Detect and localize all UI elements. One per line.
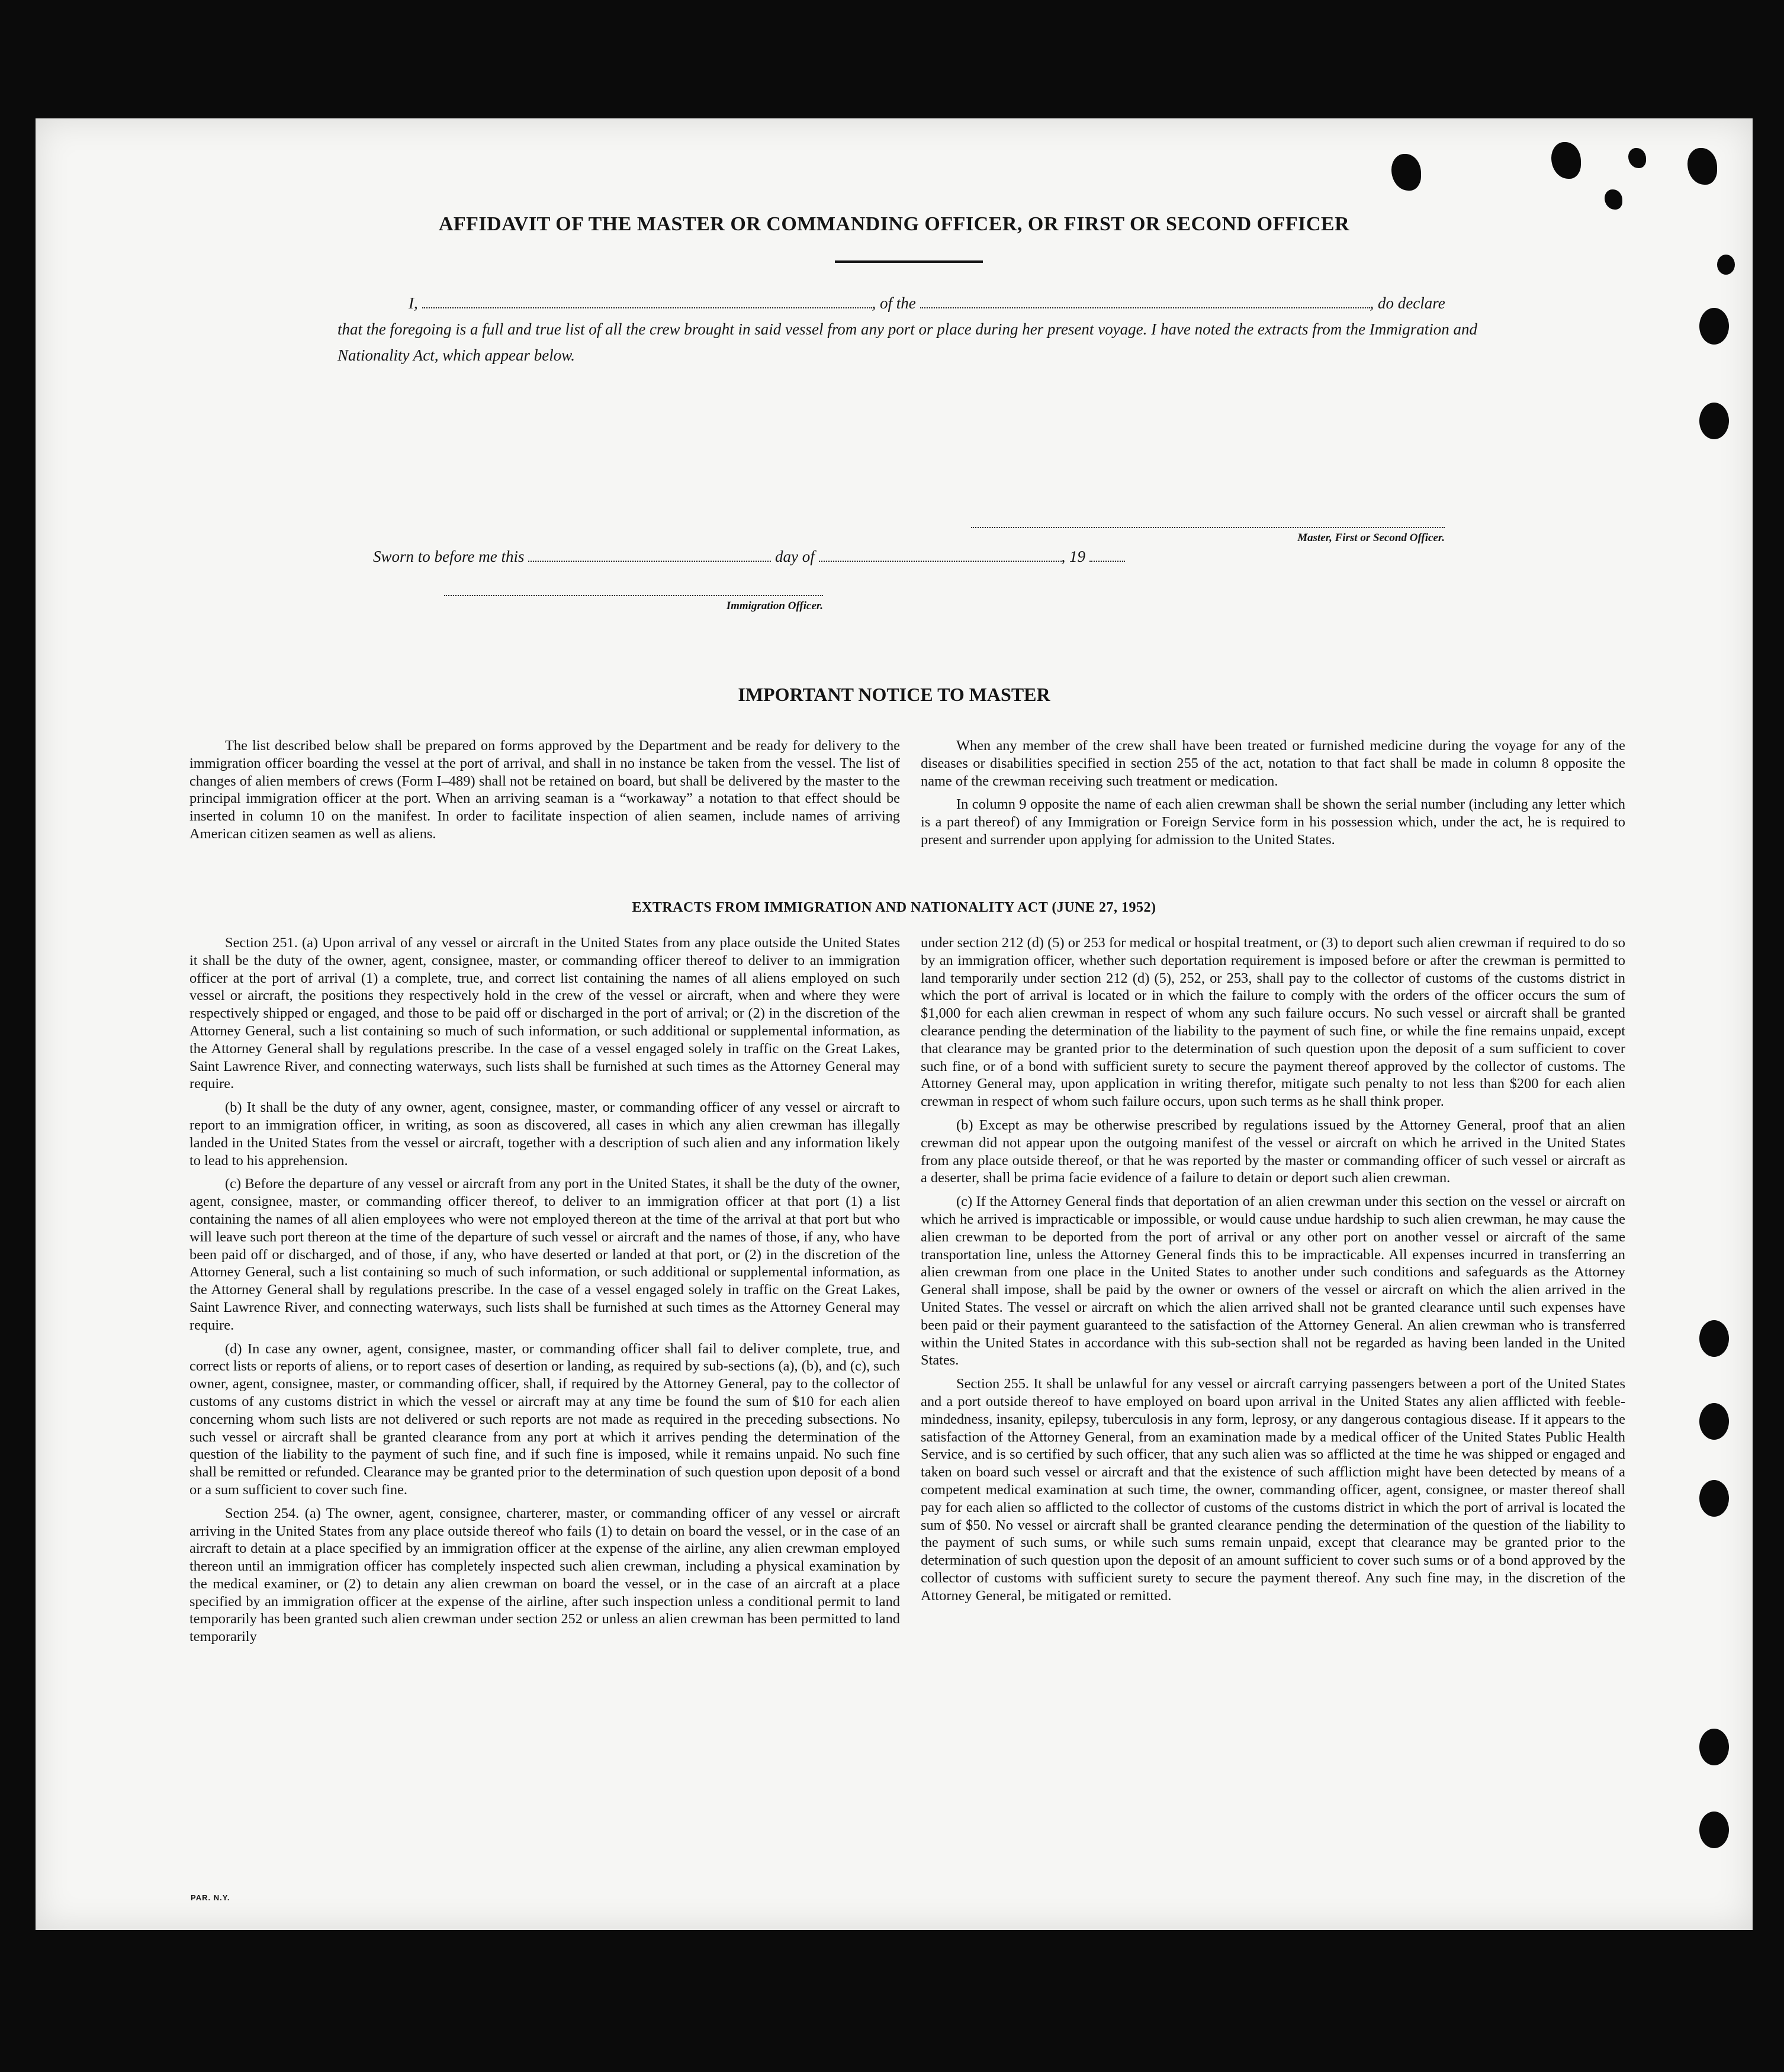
master-name-field[interactable]: [422, 295, 872, 308]
notice-left-column: [189, 737, 900, 849]
year-prefix: , 19: [1061, 548, 1085, 565]
master-signature-line[interactable]: [971, 527, 1445, 545]
vessel-name-field[interactable]: [920, 295, 1370, 308]
document-page: [36, 118, 1753, 1930]
act-paragraph: Section 254. (a) The owner, agent, consignee, charterer, master, or commanding officer of any vessel or aircraft arriving in the United States from any place outside thereof who fails (1) to detain on board the vessel, or in the case of an aircraft to detain at a place specified by an immigration officer at the expense of the airline, any alien crewman employed thereon until an immigration officer has completely inspected such alien crewman, including a physical examination by the medical examiner, or (2) to detain any alien crewman on board the vessel, or in the case of an aircraft at a place specified by an immigration officer at the expense of the airline, after such inspection unless a conditional permit to land temporarily has been granted such alien crewman under section 252 or unless an alien crewman has been permitted to land temporarily: [189, 1505, 900, 1645]
title-rule: [835, 260, 983, 263]
notice-right-column: [921, 737, 1625, 855]
act-left-column: [189, 934, 900, 1652]
immigration-officer-caption: Immigration Officer.: [726, 600, 823, 612]
notice-paragraph: When any member of the crew shall have been treated or furnished medicine during the voyage for any of the diseases or disabilities specified in section 255 of the act, notation to that fact shall be made in column 8 opposite the name of the crewman receiving such treatment or medication.: [921, 738, 1625, 789]
sworn-label: Sworn to before me this: [373, 548, 525, 565]
act-paragraph: Section 251. (a) Upon arrival of any vessel or aircraft in the United States from any place outside the United States it shall be the duty of the owner, agent, consignee, master, or commanding officer thereof to deliver to an immigration officer at the port of arrival (1) a complete, true, and correct list containing the names of all aliens employed on such vessel or aircraft, the positions they respectively hold in the crew of the vessel or aircraft, when and where they were respectively shipped or engaged, and those to be paid off or discharged in the port of arrival; or (2) in the discretion of the Attorney General, such a list containing so much of such information, or such additional or supplemental information, as the Attorney General shall by regulations prescribe. In the case of a vessel engaged solely in traffic on the Great Lakes, Saint Lawrence River, and connecting waterways, such lists shall be furnished at such times as the Attorney General may require.: [189, 935, 900, 1092]
declaration-body: that the foregoing is a full and true list of all the crew brought in said vessel from any port or place during her present voyage. I have noted the extracts from the Immigration and Nationality Act, which appear below.: [337, 320, 1478, 364]
immigration-officer-line[interactable]: [444, 595, 823, 613]
of-the-label: , of the: [872, 294, 916, 312]
act-paragraph: (c) If the Attorney General finds that deportation of an alien crewman under this section on the vessel or aircraft on which he arrived is impracticable or impossible, or would cause undue hardship to such alien crewman, he may cause the alien crewman to be deported from the port of arrival or any other port on another vessel or aircraft of the same transportation line, unless the Attorney General finds this to be impracticable. All expenses incurred in transferring an alien crewman from one place in the United States to another under such conditions and safeguards as the Attorney General shall impose, shall be paid by the owner or owners of the vessel or aircraft on which the alien arrived in the United States. The vessel or aircraft on which the alien arrived shall not be granted clearance until such expenses have been paid or their payment guaranteed to the satisfaction of the Attorney General. An alien crewman who is transferred within the United States in accordance with this sub-section shall not be regarded as having been landed in the United States.: [921, 1193, 1625, 1369]
act-paragraph: under section 212 (d) (5) or 253 for medical or hospital treatment, or (3) to deport such alien crewman if required to do so by an immigration officer, whether such deportation requirement is imposed before or after the crewman is permitted to land temporarily under section 212 (d) (5), 252, or 253, shall pay to the collector of customs of the customs district in which the port of arrival is located or in which the failure to comply with the orders of the officer occurs the sum of $1,000 for each alien crewman in respect of whom any such failure occurs. No such vessel or aircraft shall be granted clearance pending the determination of the liability to the payment of such fine, or while the fine remains unpaid, except that clearance may be granted prior to the determination of such question upon the deposit of a sum sufficient to cover such fine, or of a bond with sufficient surety to secure the payment thereof approved by the collector of customs. The Attorney General may, upon application in writing therefor, mitigate such penalty to not less than $200 for each alien crewman in respect of whom such failure occurs, upon such terms as he shall think proper.: [921, 935, 1625, 1110]
printer-mark: PAR. N.Y.: [191, 1893, 230, 1902]
notice-paragraph: The list described below shall be prepared on forms approved by the Department and be ready for delivery to the immigration officer boarding the vessel at the port of arrival, and shall in no instance be taken from the vessel. The list of changes of alien members of crews (Form I–489) shall not be retained on board, but shall be delivered by the master to the principal immigration officer at the port. When an arriving seaman is a “workaway” a notation to that effect should be inserted in column 10 on the manifest. In order to facilitate inspection of alien seamen, include names of arriving American citizen seamen as well as aliens.: [189, 738, 900, 842]
act-paragraph: Section 255. It shall be unlawful for any vessel or aircraft carrying passengers between a port of the United States and a port outside thereof to have employed on board upon arrival in the United States any alien afflicted with feeble-mindedness, insanity, epilepsy, tuberculosis in any form, leprosy, or any dangerous contagious disease. If it appears to the satisfaction of the Attorney General, from an examination made by a medical officer of the United States Public Health Service, and is so certified by such officer, that any such alien was so afflicted at the time he was shipped or engaged and taken on board such vessel or aircraft and that the existence of such affliction might have been detected by means of a competent medical examination at such time, the owner, commanding officer, agent, consignee, or master thereof shall pay for each alien so afflicted to the collector of customs of the customs district in which the port of arrival is located the sum of $50. No vessel or aircraft shall be granted clearance pending the determination of the question of the liability to the payment of such sums, or while such sums remain unpaid, except that clearance may be granted prior to the determination of such question upon the deposit of an amount sufficient to cover such sums or of a bond approved by the collector of customs with sufficient surety to secure the payment thereof. Any such fine may, in the discretion of the Attorney General, be mitigated or remitted.: [921, 1376, 1625, 1604]
declaration-line: [337, 290, 1486, 316]
extracts-title: EXTRACTS FROM IMMIGRATION AND NATIONALITY ACT (JUNE 27, 1952): [632, 900, 1156, 915]
sworn-day-field[interactable]: [528, 550, 771, 562]
sworn-line: [373, 548, 1125, 566]
sworn-month-field[interactable]: [819, 550, 1062, 562]
do-declare-label: , do declare: [1370, 294, 1445, 312]
notice-paragraph: In column 9 opposite the name of each alien crewman shall be shown the serial number (including any letter which is a part thereof) of any Immigration or Foreign Service form in his possession which, under the act, he is required to present and surrender upon applying for admission to the United States.: [921, 796, 1625, 848]
act-paragraph: (d) In case any owner, agent, consignee, master, or commanding officer shall fail to deliver complete, true, and correct lists or reports of aliens, or to report cases of desertion or landing, as required by sub-sections (a), (b), and (c), such owner, agent, consignee, master, or commanding officer, shall, if required by the Attorney General, pay to the collector of customs of any customs district in which the vessel or aircraft may at any time be found the sum of $10 for each alien concerning whom such lists are not delivered or such reports are not made as required in the preceding subsections. No such vessel or aircraft shall be granted clearance from any port at which it arrives pending the determination of the question of the liability to the payment of such fine, and if such fine is imposed, while it remains unpaid. No such fine shall be remitted or refunded. Clearance may be granted prior to the determination of such question upon deposit of a bond or a sum sufficient to cover such fine.: [189, 1340, 900, 1498]
i-label: I,: [409, 294, 418, 312]
sworn-year-field[interactable]: [1089, 550, 1125, 562]
act-paragraph: (b) It shall be the duty of any owner, agent, consignee, master, or commanding officer of any vessel or aircraft to report to an immigration officer, in writing, as soon as discovered, all cases in which any alien crewman has illegally landed in the United States from the vessel or aircraft, together with a description of such alien and any information likely to lead to his apprehension.: [189, 1099, 900, 1169]
affidavit-title: AFFIDAVIT OF THE MASTER OR COMMANDING OFFICER, OR FIRST OR SECOND OFFICER: [438, 213, 1350, 235]
day-of-label: day of: [775, 548, 815, 565]
act-paragraph: (b) Except as may be otherwise prescribed by regulations issued by the Attorney General, proof that an alien crewman did not appear upon the outgoing manifest of the vessel or aircraft on which he arrived in the United States from any place outside thereof, or that he was reported by the master or commanding officer of such vessel or aircraft as a deserter, shall be prima facie evidence of a failure to detain or deport such alien crewman.: [921, 1117, 1625, 1186]
act-right-column: [921, 934, 1625, 1610]
declaration: [337, 290, 1486, 368]
master-signature-caption: Master, First or Second Officer.: [1297, 532, 1445, 544]
act-paragraph: (c) Before the departure of any vessel or aircraft from any port in the United States, it shall be the duty of the owner, agent, consignee, master, or commanding officer thereof, to deliver to an immigration officer at that port (1) a list containing the names of all alien employees who were not employed thereon at the time of the arrival at that port but who will leave such port thereon at the time of the departure of such vessel or aircraft and the names of those, if any, who have been paid off or discharged, and of those, if any, who have deserted or landed at that port, or (2) in the discretion of the Attorney General, such a list containing so much of such information, or such additional or supplemental information, as the Attorney General shall by regulations prescribe. In the case of a vessel engaged solely in traffic on the Great Lakes, Saint Lawrence River, and connecting waterways, such lists shall be furnished at such times as the Attorney General may require.: [189, 1176, 900, 1333]
notice-title: IMPORTANT NOTICE TO MASTER: [738, 684, 1050, 705]
